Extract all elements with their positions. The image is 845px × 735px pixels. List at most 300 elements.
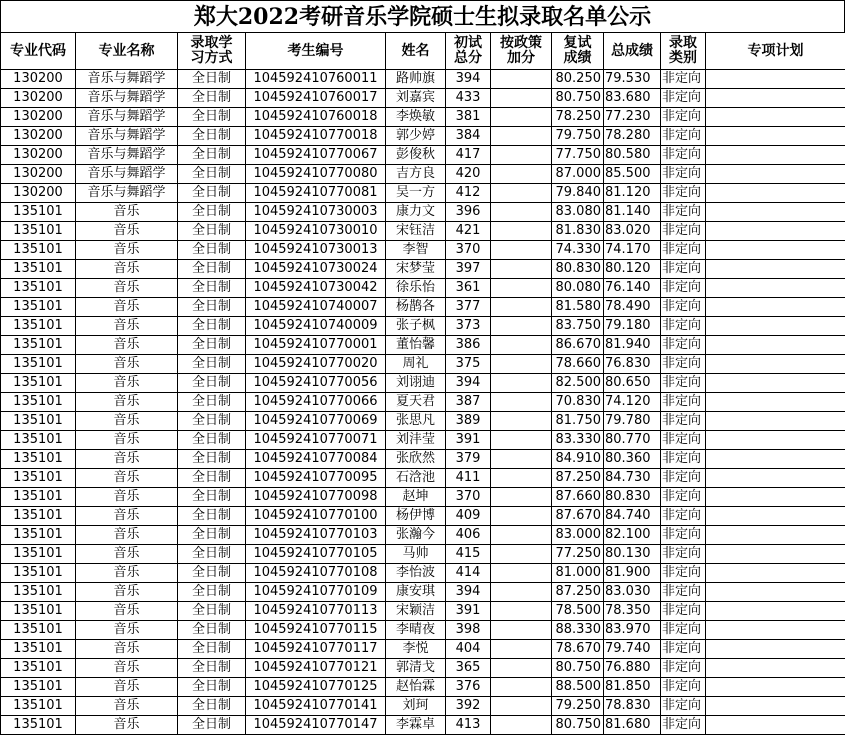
- cell-policy: [491, 203, 552, 222]
- cell-category: 非定向: [661, 260, 706, 279]
- cell-plan: [706, 165, 845, 184]
- cell-policy: [491, 602, 552, 621]
- table-row: [1, 583, 845, 602]
- cell-retest: 81.830: [552, 222, 604, 241]
- cell-exam-no: 104592410770105: [246, 545, 386, 564]
- cell-mode: 全日制: [178, 678, 246, 697]
- cell-major: 音乐: [76, 621, 178, 640]
- cell-name: 吉方良: [386, 165, 446, 184]
- cell-total: 83.020: [604, 222, 661, 241]
- cell-retest: 79.840: [552, 184, 604, 203]
- cell-code: 135101: [1, 450, 76, 469]
- cell-total: 82.100: [604, 526, 661, 545]
- cell-policy: [491, 659, 552, 678]
- table-body: [1, 70, 845, 735]
- cell-code: 135101: [1, 241, 76, 260]
- table-row: [1, 450, 845, 469]
- cell-plan: [706, 564, 845, 583]
- cell-retest: 88.500: [552, 678, 604, 697]
- cell-code: 135101: [1, 564, 76, 583]
- cell-major: 音乐与舞蹈学: [76, 146, 178, 165]
- cell-exam-no: 104592410730010: [246, 222, 386, 241]
- cell-retest: 83.330: [552, 431, 604, 450]
- cell-major: 音乐: [76, 488, 178, 507]
- cell-major: 音乐: [76, 583, 178, 602]
- cell-policy: [491, 298, 552, 317]
- cell-plan: [706, 184, 845, 203]
- cell-mode: 全日制: [178, 583, 246, 602]
- cell-code: 130200: [1, 127, 76, 146]
- cell-code: 135101: [1, 583, 76, 602]
- cell-plan: [706, 393, 845, 412]
- cell-initial: 387: [446, 393, 491, 412]
- cell-category: 非定向: [661, 621, 706, 640]
- cell-mode: 全日制: [178, 127, 246, 146]
- cell-retest: 88.330: [552, 621, 604, 640]
- table-row: [1, 336, 845, 355]
- cell-name: 赵怡霖: [386, 678, 446, 697]
- cell-mode: 全日制: [178, 697, 246, 716]
- cell-exam-no: 104592410730003: [246, 203, 386, 222]
- header-initial-line1: 初试: [454, 35, 482, 51]
- header-plan: 专项计划: [706, 33, 845, 70]
- cell-policy: [491, 222, 552, 241]
- cell-mode: 全日制: [178, 374, 246, 393]
- cell-retest: 82.500: [552, 374, 604, 393]
- cell-exam-no: 104592410740009: [246, 317, 386, 336]
- header-mode: [178, 33, 246, 70]
- cell-total: 83.030: [604, 583, 661, 602]
- cell-exam-no: 104592410770056: [246, 374, 386, 393]
- cell-code: 135101: [1, 678, 76, 697]
- cell-policy: [491, 165, 552, 184]
- cell-retest: 74.330: [552, 241, 604, 260]
- cell-exam-no: 104592410770080: [246, 165, 386, 184]
- cell-category: 非定向: [661, 469, 706, 488]
- cell-total: 78.350: [604, 602, 661, 621]
- cell-policy: [491, 241, 552, 260]
- cell-policy: [491, 260, 552, 279]
- cell-name: 石浛池: [386, 469, 446, 488]
- cell-code: 135101: [1, 298, 76, 317]
- header-retest-line1: 复试: [564, 35, 592, 51]
- cell-name: 刘诩迪: [386, 374, 446, 393]
- cell-initial: 396: [446, 203, 491, 222]
- table-row: [1, 602, 845, 621]
- cell-code: 135101: [1, 222, 76, 241]
- header-category: [661, 33, 706, 70]
- table-row: [1, 203, 845, 222]
- cell-name: 李怡波: [386, 564, 446, 583]
- cell-total: 80.120: [604, 260, 661, 279]
- cell-code: 135101: [1, 412, 76, 431]
- cell-mode: 全日制: [178, 222, 246, 241]
- cell-initial: 379: [446, 450, 491, 469]
- table-row: [1, 545, 845, 564]
- cell-exam-no: 104592410770125: [246, 678, 386, 697]
- cell-mode: 全日制: [178, 279, 246, 298]
- cell-total: 85.500: [604, 165, 661, 184]
- cell-total: 81.680: [604, 716, 661, 735]
- cell-total: 79.740: [604, 640, 661, 659]
- cell-initial: 391: [446, 602, 491, 621]
- header-retest: [552, 33, 604, 70]
- cell-category: 非定向: [661, 108, 706, 127]
- header-policy-line1: 按政策: [500, 35, 542, 51]
- cell-category: 非定向: [661, 241, 706, 260]
- cell-category: 非定向: [661, 222, 706, 241]
- cell-exam-no: 104592410770141: [246, 697, 386, 716]
- cell-name: 张子枫: [386, 317, 446, 336]
- cell-exam-no: 104592410770098: [246, 488, 386, 507]
- cell-exam-no: 104592410770071: [246, 431, 386, 450]
- cell-initial: 394: [446, 583, 491, 602]
- cell-initial: 375: [446, 355, 491, 374]
- cell-policy: [491, 621, 552, 640]
- cell-exam-no: 104592410760017: [246, 89, 386, 108]
- cell-initial: 386: [446, 336, 491, 355]
- cell-mode: 全日制: [178, 450, 246, 469]
- cell-code: 135101: [1, 393, 76, 412]
- cell-exam-no: 104592410770115: [246, 621, 386, 640]
- cell-category: 非定向: [661, 70, 706, 89]
- cell-policy: [491, 336, 552, 355]
- table-row: [1, 279, 845, 298]
- cell-initial: 412: [446, 184, 491, 203]
- cell-category: 非定向: [661, 640, 706, 659]
- cell-code: 130200: [1, 89, 76, 108]
- cell-code: 135101: [1, 279, 76, 298]
- cell-exam-no: 104592410740007: [246, 298, 386, 317]
- cell-mode: 全日制: [178, 146, 246, 165]
- cell-policy: [491, 184, 552, 203]
- table-row: [1, 678, 845, 697]
- cell-total: 83.680: [604, 89, 661, 108]
- cell-major: 音乐与舞蹈学: [76, 165, 178, 184]
- cell-policy: [491, 412, 552, 431]
- cell-exam-no: 104592410770109: [246, 583, 386, 602]
- cell-retest: 78.660: [552, 355, 604, 374]
- cell-category: 非定向: [661, 355, 706, 374]
- table-row: [1, 564, 845, 583]
- cell-policy: [491, 374, 552, 393]
- cell-major: 音乐: [76, 716, 178, 735]
- cell-code: 130200: [1, 108, 76, 127]
- cell-mode: 全日制: [178, 716, 246, 735]
- cell-mode: 全日制: [178, 70, 246, 89]
- cell-mode: 全日制: [178, 184, 246, 203]
- cell-name: 康安琪: [386, 583, 446, 602]
- cell-total: 80.130: [604, 545, 661, 564]
- cell-category: 非定向: [661, 203, 706, 222]
- cell-name: 杨伊博: [386, 507, 446, 526]
- cell-name: 李晴夜: [386, 621, 446, 640]
- cell-initial: 417: [446, 146, 491, 165]
- header-name: 姓名: [386, 33, 446, 70]
- cell-total: 81.120: [604, 184, 661, 203]
- cell-policy: [491, 469, 552, 488]
- table-row: [1, 165, 845, 184]
- cell-initial: 420: [446, 165, 491, 184]
- cell-mode: 全日制: [178, 298, 246, 317]
- cell-name: 夏天君: [386, 393, 446, 412]
- header-category-line1: 录取: [669, 35, 697, 51]
- cell-mode: 全日制: [178, 431, 246, 450]
- cell-total: 84.740: [604, 507, 661, 526]
- cell-policy: [491, 146, 552, 165]
- table-row: [1, 697, 845, 716]
- cell-mode: 全日制: [178, 602, 246, 621]
- cell-name: 李智: [386, 241, 446, 260]
- cell-plan: [706, 127, 845, 146]
- cell-name: 李霖卓: [386, 716, 446, 735]
- cell-policy: [491, 678, 552, 697]
- cell-retest: 80.750: [552, 89, 604, 108]
- table-row: [1, 621, 845, 640]
- cell-total: 79.530: [604, 70, 661, 89]
- cell-plan: [706, 697, 845, 716]
- cell-initial: 381: [446, 108, 491, 127]
- cell-code: 130200: [1, 146, 76, 165]
- cell-initial: 376: [446, 678, 491, 697]
- cell-code: 135101: [1, 716, 76, 735]
- table-row: [1, 317, 845, 336]
- header-policy: [491, 33, 552, 70]
- cell-major: 音乐与舞蹈学: [76, 184, 178, 203]
- admission-table: [0, 32, 845, 735]
- cell-name: 康力文: [386, 203, 446, 222]
- cell-category: 非定向: [661, 184, 706, 203]
- cell-exam-no: 104592410770081: [246, 184, 386, 203]
- cell-retest: 80.750: [552, 659, 604, 678]
- table-row: [1, 127, 845, 146]
- cell-major: 音乐: [76, 298, 178, 317]
- cell-mode: 全日制: [178, 89, 246, 108]
- cell-initial: 406: [446, 526, 491, 545]
- cell-major: 音乐: [76, 374, 178, 393]
- cell-major: 音乐: [76, 450, 178, 469]
- cell-code: 130200: [1, 184, 76, 203]
- cell-total: 81.900: [604, 564, 661, 583]
- cell-plan: [706, 241, 845, 260]
- cell-retest: 83.750: [552, 317, 604, 336]
- cell-exam-no: 104592410770020: [246, 355, 386, 374]
- cell-total: 76.830: [604, 355, 661, 374]
- cell-code: 135101: [1, 336, 76, 355]
- cell-code: 135101: [1, 374, 76, 393]
- table-row: [1, 355, 845, 374]
- cell-policy: [491, 393, 552, 412]
- cell-policy: [491, 583, 552, 602]
- cell-total: 80.650: [604, 374, 661, 393]
- cell-category: 非定向: [661, 488, 706, 507]
- cell-exam-no: 104592410770084: [246, 450, 386, 469]
- cell-mode: 全日制: [178, 108, 246, 127]
- cell-mode: 全日制: [178, 545, 246, 564]
- cell-name: 吴一方: [386, 184, 446, 203]
- header-policy-line2: 加分: [507, 50, 535, 66]
- cell-exam-no: 104592410770095: [246, 469, 386, 488]
- cell-name: 李焕敏: [386, 108, 446, 127]
- cell-policy: [491, 317, 552, 336]
- cell-initial: 414: [446, 564, 491, 583]
- cell-exam-no: 104592410770147: [246, 716, 386, 735]
- cell-category: 非定向: [661, 678, 706, 697]
- cell-mode: 全日制: [178, 640, 246, 659]
- cell-major: 音乐: [76, 355, 178, 374]
- cell-initial: 373: [446, 317, 491, 336]
- cell-policy: [491, 507, 552, 526]
- cell-retest: 77.250: [552, 545, 604, 564]
- cell-total: 77.230: [604, 108, 661, 127]
- cell-retest: 83.000: [552, 526, 604, 545]
- cell-mode: 全日制: [178, 488, 246, 507]
- cell-category: 非定向: [661, 716, 706, 735]
- cell-plan: [706, 203, 845, 222]
- cell-policy: [491, 89, 552, 108]
- cell-major: 音乐: [76, 602, 178, 621]
- cell-code: 135101: [1, 507, 76, 526]
- cell-code: 135101: [1, 488, 76, 507]
- table-row: [1, 393, 845, 412]
- cell-plan: [706, 374, 845, 393]
- table-row: [1, 659, 845, 678]
- header-major: 专业名称: [76, 33, 178, 70]
- cell-code: 135101: [1, 602, 76, 621]
- cell-mode: 全日制: [178, 507, 246, 526]
- cell-major: 音乐与舞蹈学: [76, 127, 178, 146]
- cell-category: 非定向: [661, 279, 706, 298]
- cell-name: 杨鹊各: [386, 298, 446, 317]
- cell-plan: [706, 507, 845, 526]
- cell-total: 76.880: [604, 659, 661, 678]
- cell-major: 音乐与舞蹈学: [76, 89, 178, 108]
- cell-retest: 79.750: [552, 127, 604, 146]
- cell-mode: 全日制: [178, 621, 246, 640]
- table-row: [1, 184, 845, 203]
- cell-retest: 84.910: [552, 450, 604, 469]
- cell-retest: 80.250: [552, 70, 604, 89]
- table-row: [1, 70, 845, 89]
- cell-policy: [491, 450, 552, 469]
- cell-initial: 361: [446, 279, 491, 298]
- cell-major: 音乐: [76, 697, 178, 716]
- cell-exam-no: 104592410760018: [246, 108, 386, 127]
- cell-mode: 全日制: [178, 659, 246, 678]
- cell-major: 音乐: [76, 317, 178, 336]
- cell-category: 非定向: [661, 146, 706, 165]
- cell-code: 135101: [1, 317, 76, 336]
- cell-name: 刘嘉宾: [386, 89, 446, 108]
- cell-mode: 全日制: [178, 412, 246, 431]
- cell-plan: [706, 336, 845, 355]
- cell-retest: 81.000: [552, 564, 604, 583]
- cell-initial: 370: [446, 488, 491, 507]
- cell-plan: [706, 640, 845, 659]
- cell-mode: 全日制: [178, 241, 246, 260]
- cell-initial: 413: [446, 716, 491, 735]
- cell-initial: 415: [446, 545, 491, 564]
- cell-major: 音乐: [76, 222, 178, 241]
- cell-name: 宋钰洁: [386, 222, 446, 241]
- cell-code: 135101: [1, 260, 76, 279]
- cell-plan: [706, 678, 845, 697]
- header-category-line2: 类别: [669, 50, 697, 66]
- cell-plan: [706, 602, 845, 621]
- cell-exam-no: 104592410770001: [246, 336, 386, 355]
- cell-category: 非定向: [661, 89, 706, 108]
- header-row: [1, 33, 845, 70]
- cell-retest: 87.660: [552, 488, 604, 507]
- cell-plan: [706, 260, 845, 279]
- table-row: [1, 431, 845, 450]
- cell-plan: [706, 222, 845, 241]
- cell-plan: [706, 412, 845, 431]
- table-row: [1, 507, 845, 526]
- cell-policy: [491, 431, 552, 450]
- cell-major: 音乐: [76, 203, 178, 222]
- cell-retest: 78.250: [552, 108, 604, 127]
- cell-retest: 87.250: [552, 469, 604, 488]
- cell-initial: 398: [446, 621, 491, 640]
- cell-policy: [491, 716, 552, 735]
- cell-name: 彭俊秋: [386, 146, 446, 165]
- cell-plan: [706, 279, 845, 298]
- cell-category: 非定向: [661, 431, 706, 450]
- table-row: [1, 89, 845, 108]
- cell-name: 李悦: [386, 640, 446, 659]
- cell-exam-no: 104592410770103: [246, 526, 386, 545]
- cell-major: 音乐: [76, 279, 178, 298]
- cell-name: 宋颖洁: [386, 602, 446, 621]
- cell-category: 非定向: [661, 412, 706, 431]
- cell-category: 非定向: [661, 659, 706, 678]
- cell-exam-no: 104592410770100: [246, 507, 386, 526]
- cell-major: 音乐: [76, 545, 178, 564]
- cell-category: 非定向: [661, 165, 706, 184]
- cell-total: 78.830: [604, 697, 661, 716]
- cell-exam-no: 104592410770117: [246, 640, 386, 659]
- cell-retest: 78.500: [552, 602, 604, 621]
- cell-total: 80.360: [604, 450, 661, 469]
- cell-major: 音乐: [76, 659, 178, 678]
- cell-policy: [491, 108, 552, 127]
- cell-policy: [491, 355, 552, 374]
- table-row: [1, 526, 845, 545]
- cell-name: 张瀚今: [386, 526, 446, 545]
- table-row: [1, 469, 845, 488]
- cell-retest: 79.250: [552, 697, 604, 716]
- cell-initial: 433: [446, 89, 491, 108]
- cell-total: 79.180: [604, 317, 661, 336]
- table-row: [1, 640, 845, 659]
- cell-initial: 409: [446, 507, 491, 526]
- cell-initial: 384: [446, 127, 491, 146]
- cell-mode: 全日制: [178, 165, 246, 184]
- cell-total: 76.140: [604, 279, 661, 298]
- cell-exam-no: 104592410730024: [246, 260, 386, 279]
- cell-total: 81.940: [604, 336, 661, 355]
- cell-plan: [706, 355, 845, 374]
- cell-retest: 81.750: [552, 412, 604, 431]
- cell-category: 非定向: [661, 393, 706, 412]
- cell-plan: [706, 526, 845, 545]
- cell-policy: [491, 488, 552, 507]
- cell-major: 音乐: [76, 431, 178, 450]
- cell-category: 非定向: [661, 564, 706, 583]
- cell-total: 83.970: [604, 621, 661, 640]
- cell-mode: 全日制: [178, 317, 246, 336]
